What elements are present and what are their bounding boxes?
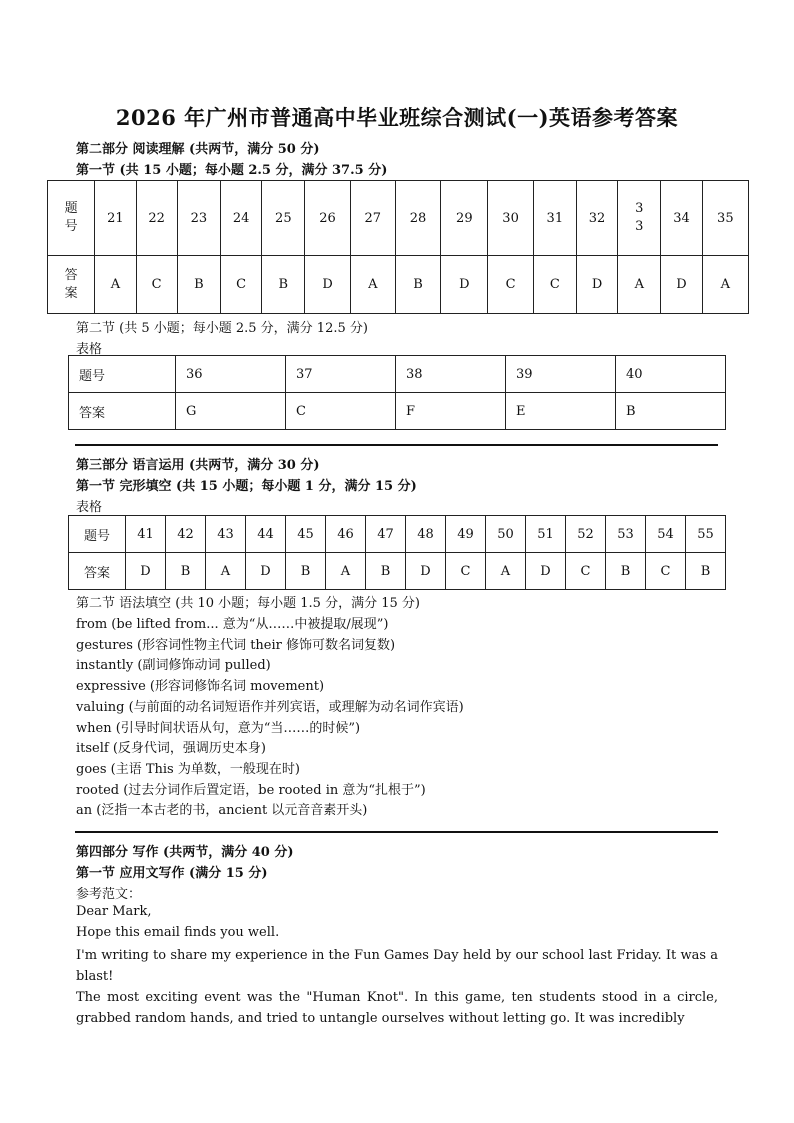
part3-sec2-heading: 第二节 语法填空 (共 10 小题；每小题 1.5 分，满分 15 分) bbox=[76, 596, 420, 611]
question-number-cell: 44 bbox=[246, 516, 286, 553]
question-number-cell: 32 bbox=[576, 181, 617, 256]
list-item: an (泛指一本古老的书，ancient 以元音音素开头) bbox=[76, 803, 368, 819]
answer-cell: C bbox=[646, 553, 686, 590]
question-number-cell: 23 bbox=[177, 181, 220, 256]
answer-cell: B bbox=[395, 256, 440, 314]
question-number-cell: 52 bbox=[566, 516, 606, 553]
section-divider bbox=[75, 831, 718, 833]
answer-cell: D bbox=[576, 256, 617, 314]
list-item: rooted (过去分词作后置定语，be rooted in 意为“扎根于”) bbox=[76, 782, 426, 798]
letter-paragraph: I'm writing to share my experience in the Fun Games Day held by our school last Friday. It was a blast! bbox=[76, 948, 718, 984]
section-divider bbox=[75, 444, 718, 446]
question-number-cell: 47 bbox=[366, 516, 406, 553]
question-number-cell: 38 bbox=[396, 356, 506, 393]
answer-cell: D bbox=[406, 553, 446, 590]
part3-sec1-heading: 第一节 完形填空 (共 15 小题；每小题 1 分，满分 15 分) bbox=[76, 479, 417, 494]
row-label-question: 题 号 bbox=[48, 181, 95, 256]
question-number-cell: 34 bbox=[661, 181, 702, 256]
table-row-answers bbox=[69, 393, 726, 430]
row-label-question: 题号 bbox=[69, 356, 176, 393]
reading-sec2-table bbox=[68, 355, 726, 430]
answer-cell: A bbox=[618, 256, 661, 314]
question-number-cell: 55 bbox=[686, 516, 726, 553]
question-number-cell: 21 bbox=[95, 181, 136, 256]
question-number-cell: 31 bbox=[533, 181, 576, 256]
question-number-cell: 43 bbox=[206, 516, 246, 553]
question-number-cell: 27 bbox=[350, 181, 395, 256]
answer-cell: B bbox=[166, 553, 206, 590]
part4-sec1-heading: 第一节 应用文写作 (满分 15 分) bbox=[76, 866, 268, 881]
table-row-questions bbox=[48, 181, 749, 256]
question-number-cell: 41 bbox=[126, 516, 166, 553]
part2-heading: 第二部分 阅读理解 (共两节，满分 50 分) bbox=[76, 142, 320, 157]
question-number-cell: 48 bbox=[406, 516, 446, 553]
question-number-cell: 36 bbox=[176, 356, 286, 393]
question-number-cell: 46 bbox=[326, 516, 366, 553]
table-caption: 表格 bbox=[76, 500, 103, 515]
answer-cell: A bbox=[486, 553, 526, 590]
question-number-cell: 35 bbox=[702, 181, 748, 256]
answer-cell: G bbox=[176, 393, 286, 430]
answer-cell: C bbox=[446, 553, 486, 590]
table-row-questions bbox=[69, 356, 726, 393]
answer-cell: D bbox=[305, 256, 350, 314]
reading-sec1-table bbox=[47, 180, 749, 314]
row-label-answer: 答 案 bbox=[48, 256, 95, 314]
letter-salutation: Dear Mark, bbox=[76, 904, 152, 919]
question-number-cell: 40 bbox=[616, 356, 726, 393]
list-item: instantly (副词修饰动词 pulled) bbox=[76, 658, 271, 674]
question-number-cell: 26 bbox=[305, 181, 350, 256]
part3-heading: 第三部分 语言运用 (共两节，满分 30 分) bbox=[76, 458, 320, 473]
list-item: from (be lifted from... 意为“从……中被提取/展现”) bbox=[76, 617, 389, 632]
table-row-answers bbox=[69, 553, 726, 590]
answer-cell: B bbox=[262, 256, 305, 314]
question-number-cell: 45 bbox=[286, 516, 326, 553]
table-caption: 表格 bbox=[76, 342, 103, 357]
answer-cell: A bbox=[350, 256, 395, 314]
answer-cell: B bbox=[606, 553, 646, 590]
question-number-cell: 51 bbox=[526, 516, 566, 553]
answer-cell: C bbox=[533, 256, 576, 314]
sample-label: 参考范文： bbox=[76, 887, 142, 902]
list-item: expressive (形容词修饰名词 movement) bbox=[76, 679, 325, 695]
part4-heading: 第四部分 写作 (共两节，满分 40 分) bbox=[76, 845, 294, 860]
answer-cell: C bbox=[220, 256, 261, 314]
question-number-cell: 42 bbox=[166, 516, 206, 553]
question-number-cell: 30 bbox=[488, 181, 533, 256]
list-item: itself (反身代词，强调历史本身) bbox=[76, 741, 266, 757]
question-number-cell: 24 bbox=[220, 181, 261, 256]
answer-cell: A bbox=[95, 256, 136, 314]
answer-cell: D bbox=[661, 256, 702, 314]
row-label-question: 题号 bbox=[69, 516, 126, 553]
part2-sec1-heading: 第一节 (共 15 小题；每小题 2.5 分，满分 37.5 分) bbox=[76, 163, 388, 178]
answer-cell: D bbox=[246, 553, 286, 590]
list-item: when (引导时间状语从句，意为“当……的时候”) bbox=[76, 720, 361, 736]
answer-cell: C bbox=[286, 393, 396, 430]
row-label-answer: 答案 bbox=[69, 553, 126, 590]
list-item: valuing (与前面的动名词短语作并列宾语，或理解为动名词作宾语) bbox=[76, 699, 464, 715]
question-number-cell: 37 bbox=[286, 356, 396, 393]
question-number-cell: 22 bbox=[136, 181, 177, 256]
question-number-cell: 54 bbox=[646, 516, 686, 553]
question-number-cell: 49 bbox=[446, 516, 486, 553]
row-label-answer: 答案 bbox=[69, 393, 176, 430]
question-number-cell: 28 bbox=[395, 181, 440, 256]
question-number-cell: 39 bbox=[506, 356, 616, 393]
part2-sec2-heading: 第二节 (共 5 小题；每小题 2.5 分，满分 12.5 分) bbox=[76, 321, 368, 336]
question-number-cell: 25 bbox=[262, 181, 305, 256]
answer-cell: A bbox=[326, 553, 366, 590]
table-row-answers bbox=[48, 256, 749, 314]
question-number-cell: 53 bbox=[606, 516, 646, 553]
answer-cell: C bbox=[566, 553, 606, 590]
answer-cell: C bbox=[488, 256, 533, 314]
answer-cell: D bbox=[441, 256, 488, 314]
question-number-cell: 29 bbox=[441, 181, 488, 256]
question-number-cell: 3 3 bbox=[618, 181, 661, 256]
letter-paragraph: The most exciting event was the "Human Knot". In this game, ten students stood in a circle, grabbed random hands, and tried to untangle ourselves without letting go. It was incredibly bbox=[76, 990, 718, 1026]
answer-cell: B bbox=[366, 553, 406, 590]
answer-cell: A bbox=[206, 553, 246, 590]
question-number-cell: 50 bbox=[486, 516, 526, 553]
answer-cell: B bbox=[177, 256, 220, 314]
list-item: goes (主语 This 为单数，一般现在时) bbox=[76, 761, 300, 777]
answer-cell: F bbox=[396, 393, 506, 430]
table-row-questions bbox=[69, 516, 726, 553]
answer-cell: B bbox=[616, 393, 726, 430]
list-item: gestures (形容词性物主代词 their 修饰可数名词复数) bbox=[76, 637, 396, 653]
answer-cell: B bbox=[286, 553, 326, 590]
page-title: 2026 年广州市普通高中毕业班综合测试(一)英语参考答案 bbox=[115, 105, 679, 130]
answer-cell: D bbox=[126, 553, 166, 590]
answer-cell: A bbox=[702, 256, 748, 314]
cloze-table bbox=[68, 515, 726, 590]
letter-line: Hope this email finds you well. bbox=[76, 925, 280, 940]
answer-cell: E bbox=[506, 393, 616, 430]
answer-cell: D bbox=[526, 553, 566, 590]
answer-cell: C bbox=[136, 256, 177, 314]
answer-cell: B bbox=[686, 553, 726, 590]
